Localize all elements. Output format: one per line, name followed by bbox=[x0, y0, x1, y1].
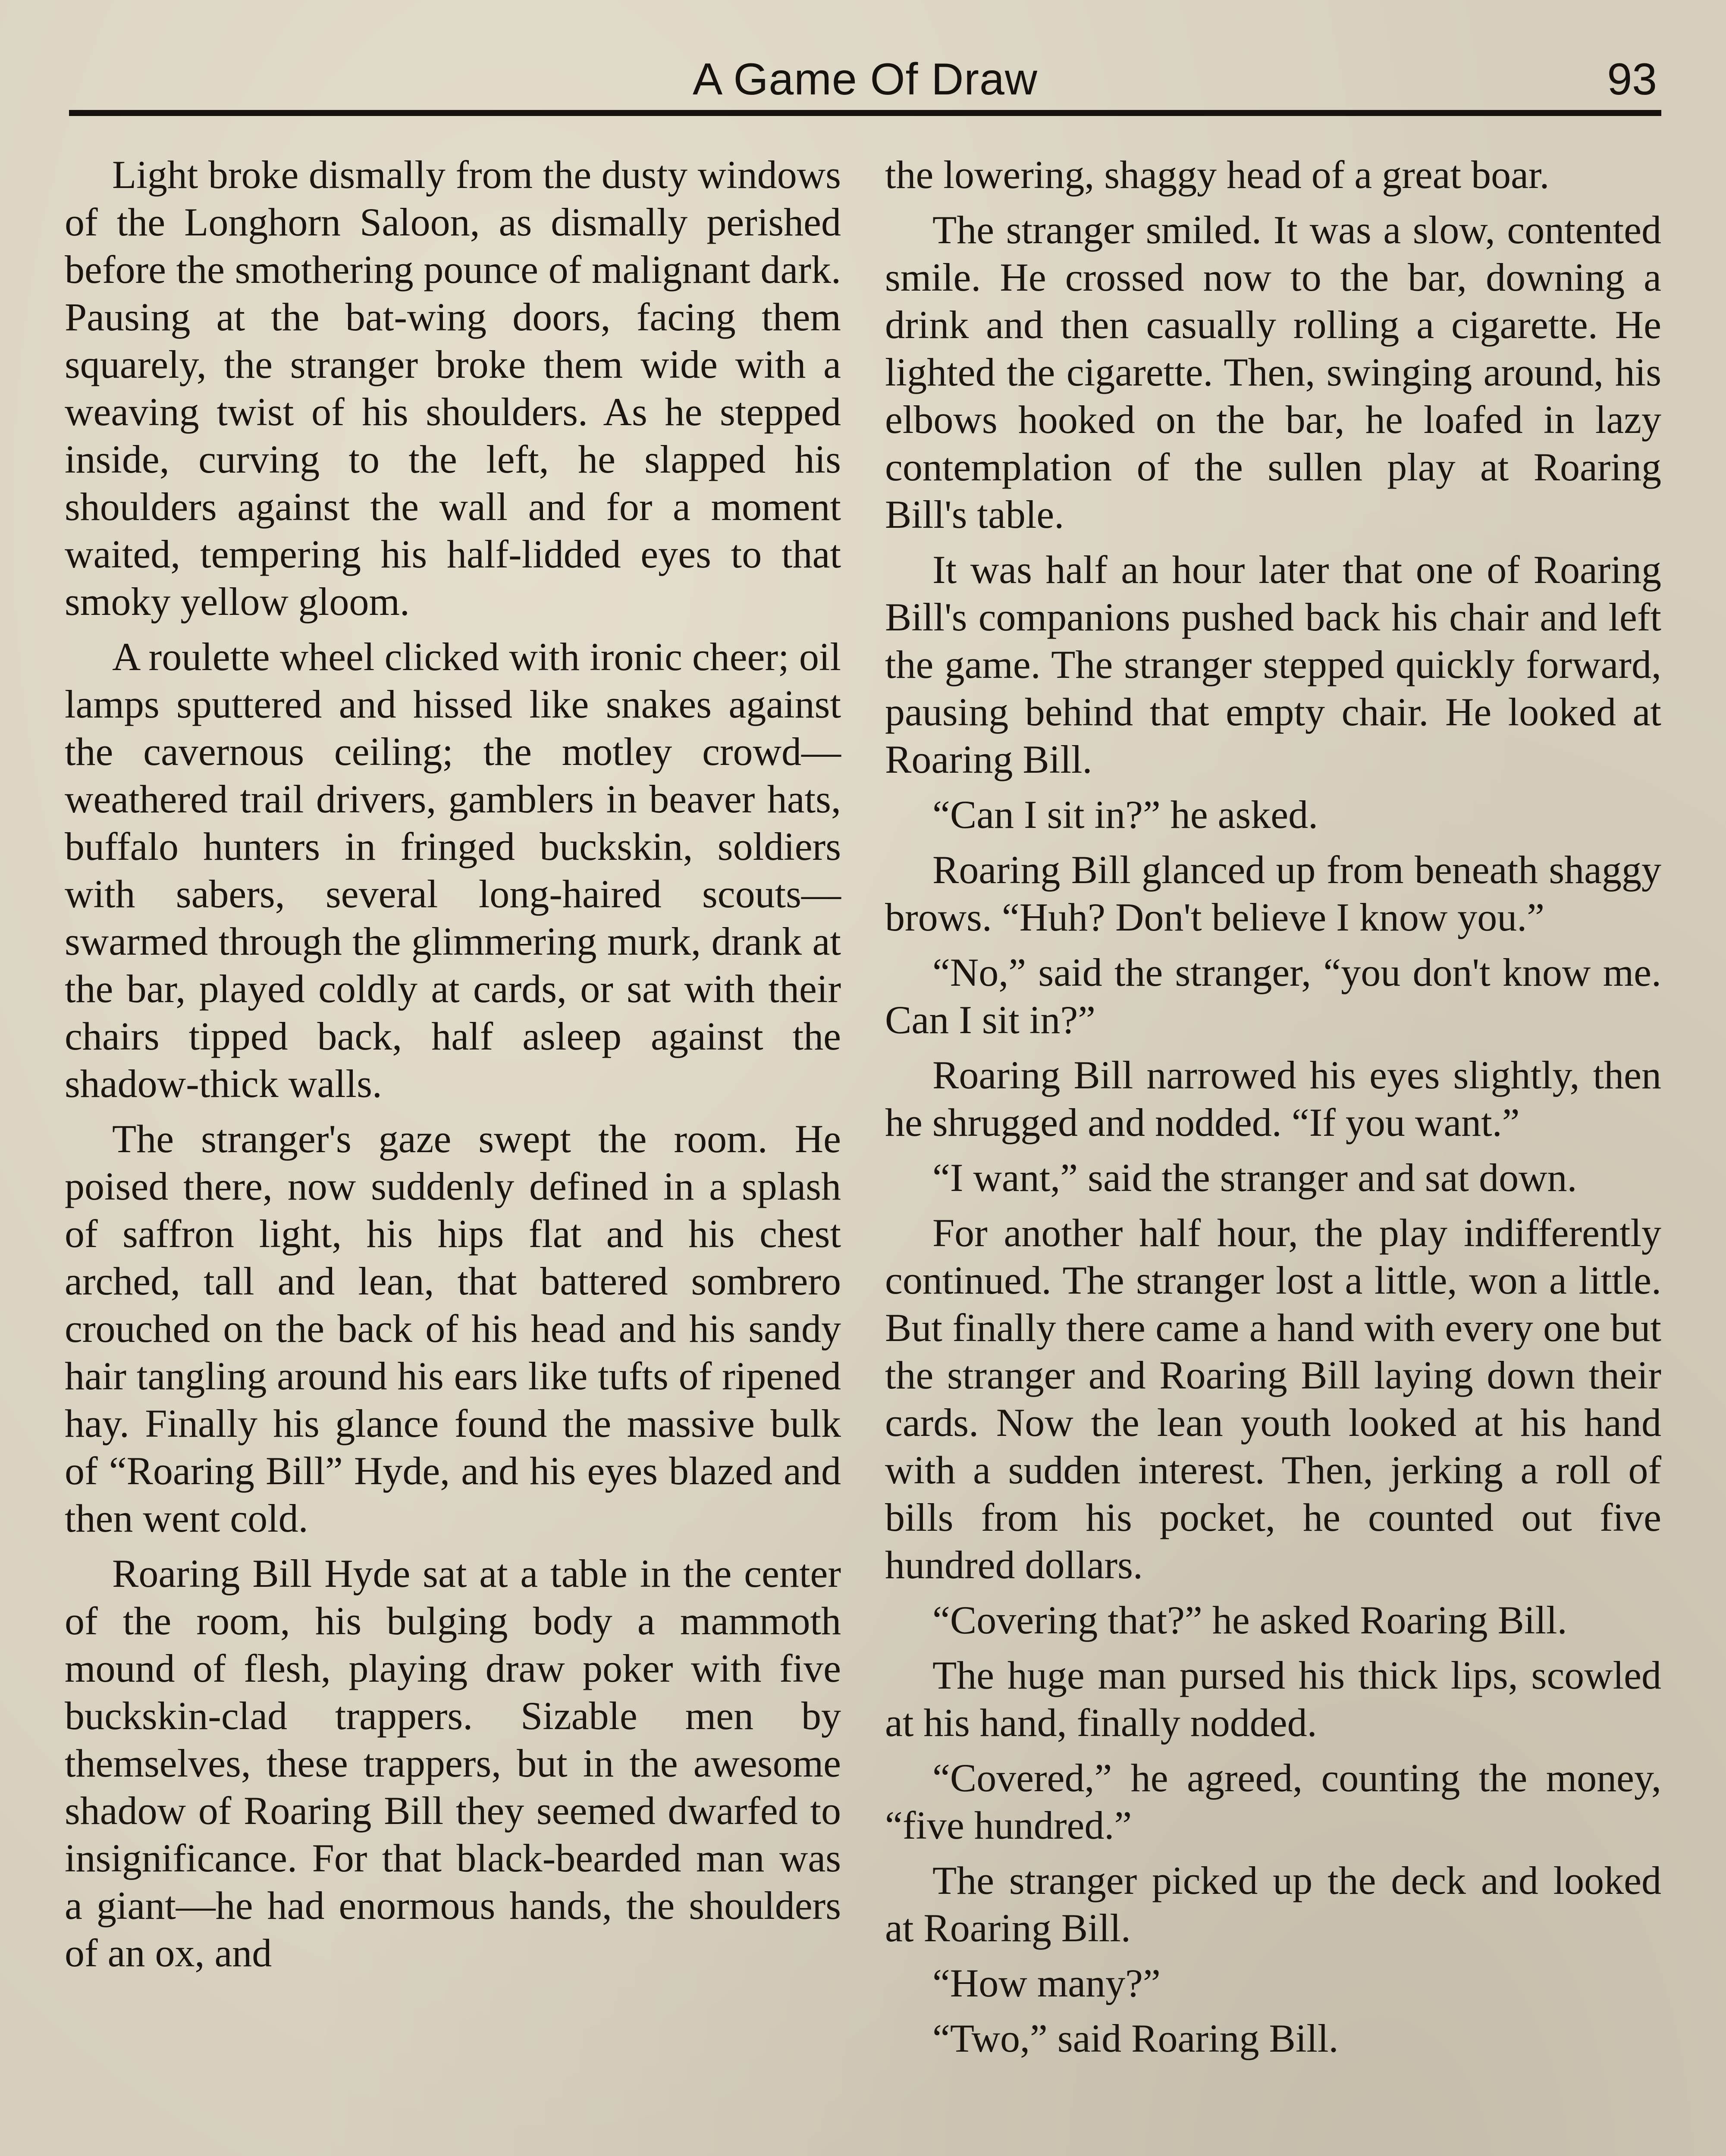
page-number: 93 bbox=[1607, 54, 1657, 104]
paragraph: “Covering that?” he asked Roaring Bill. bbox=[932, 1598, 1567, 1642]
right-column bbox=[885, 151, 1661, 2156]
paragraph: “Two,” said Roaring Bill. bbox=[932, 2016, 1339, 2060]
paragraph: The stranger's gaze swept the room. He poised there, now suddenly defined in a splash of saffron light, his hips flat and his chest arched, tall and lean, that battered sombrero crouched on the back of his head and his sandy hair tangling around his ears like tufts of ripened hay. Finally his glance found the massive bulk of “Roaring Bill” Hyde, and his eyes blazed and then went cold. bbox=[65, 1117, 841, 1540]
paragraph: Light broke dismally from the dusty windows of the Longhorn Saloon, as dismally perished before the smothering pounce of malignant dark. Pausing at the bat-wing doors, facing them squarely, the stranger broke them wide with a weaving twist of his shoulders. As he stepped inside, curving to the left, he slapped his shoulders against the wall and for a moment waited, tempering his half-lidded eyes to that smoky yellow gloom. bbox=[65, 153, 841, 624]
paragraph: “Covered,” he agreed, counting the money, “five hundred.” bbox=[885, 1756, 1661, 1847]
paragraph: Roaring Bill narrowed his eyes slightly, then he shrugged and nodded. “If you want.” bbox=[885, 1053, 1661, 1144]
paragraph: The stranger smiled. It was a slow, contented smile. He crossed now to the bar, downing a drink and then casually rolling a cigarette. He lighted the cigarette. Then, swinging around, his elbows hooked on the bar, he loafed in lazy contemplation of the sullen play at Roaring Bill's table. bbox=[885, 208, 1661, 536]
paragraph: Roaring Bill glanced up from beneath shaggy brows. “Huh? Don't believe I know you.” bbox=[885, 848, 1661, 939]
running-head bbox=[69, 41, 1661, 114]
header-rule bbox=[69, 110, 1661, 116]
paragraph: The huge man pursed his thick lips, scowled at his hand, finally nodded. bbox=[885, 1653, 1661, 1745]
paragraph-continued: the lowering, shaggy head of a great boar. bbox=[885, 153, 1550, 197]
paragraph: “How many?” bbox=[932, 1961, 1161, 2005]
paragraph: Roaring Bill Hyde sat at a table in the center of the room, his bulging body a mammoth mound of flesh, playing draw poker with five buckskin-clad trappers. Sizable men by themselves, these trappers, but in the awesome shadow of Roaring Bill they seemed dwarfed to insignificance. For that black-bearded man was a giant—he had enormous hands, the shoulders of an ox, and bbox=[65, 1551, 841, 1975]
paragraph: It was half an hour later that one of Roaring Bill's companions pushed back his chair and left the game. The stranger stepped quickly forward, pausing behind that empty chair. He looked at Roaring Bill. bbox=[885, 548, 1661, 781]
paragraph: For another half hour, the play indifferently continued. The stranger lost a little, won a little. But finally there came a hand with every one but the stranger and Roaring Bill laying down their cards. Now the lean youth looked at his hand with a sudden interest. Then, jerking a roll of bills from his pocket, he counted out five hundred dollars. bbox=[885, 1211, 1661, 1587]
paragraph: The stranger picked up the deck and looked at Roaring Bill. bbox=[885, 1858, 1661, 1950]
paragraph: A roulette wheel clicked with ironic cheer; oil lamps sputtered and hissed like snakes against the cavernous ceiling; the motley crowd—weathered trail drivers, gamblers in beaver hats, buffalo hunters in fringed buckskin, soldiers with sabers, several long-haired scouts—swarmed through the glimmering murk, drank at the bar, played coldly at cards, or sat with their chairs tipped back, half asleep against the shadow-thick walls. bbox=[65, 635, 841, 1106]
paragraph: “No,” said the stranger, “you don't know me. Can I sit in?” bbox=[885, 950, 1661, 1042]
paragraph: “Can I sit in?” he asked. bbox=[932, 793, 1318, 837]
left-column bbox=[65, 151, 841, 2156]
text-columns bbox=[65, 151, 1661, 2156]
running-title: A Game Of Draw bbox=[693, 54, 1038, 104]
paragraph: “I want,” said the stranger and sat down. bbox=[932, 1156, 1577, 1200]
